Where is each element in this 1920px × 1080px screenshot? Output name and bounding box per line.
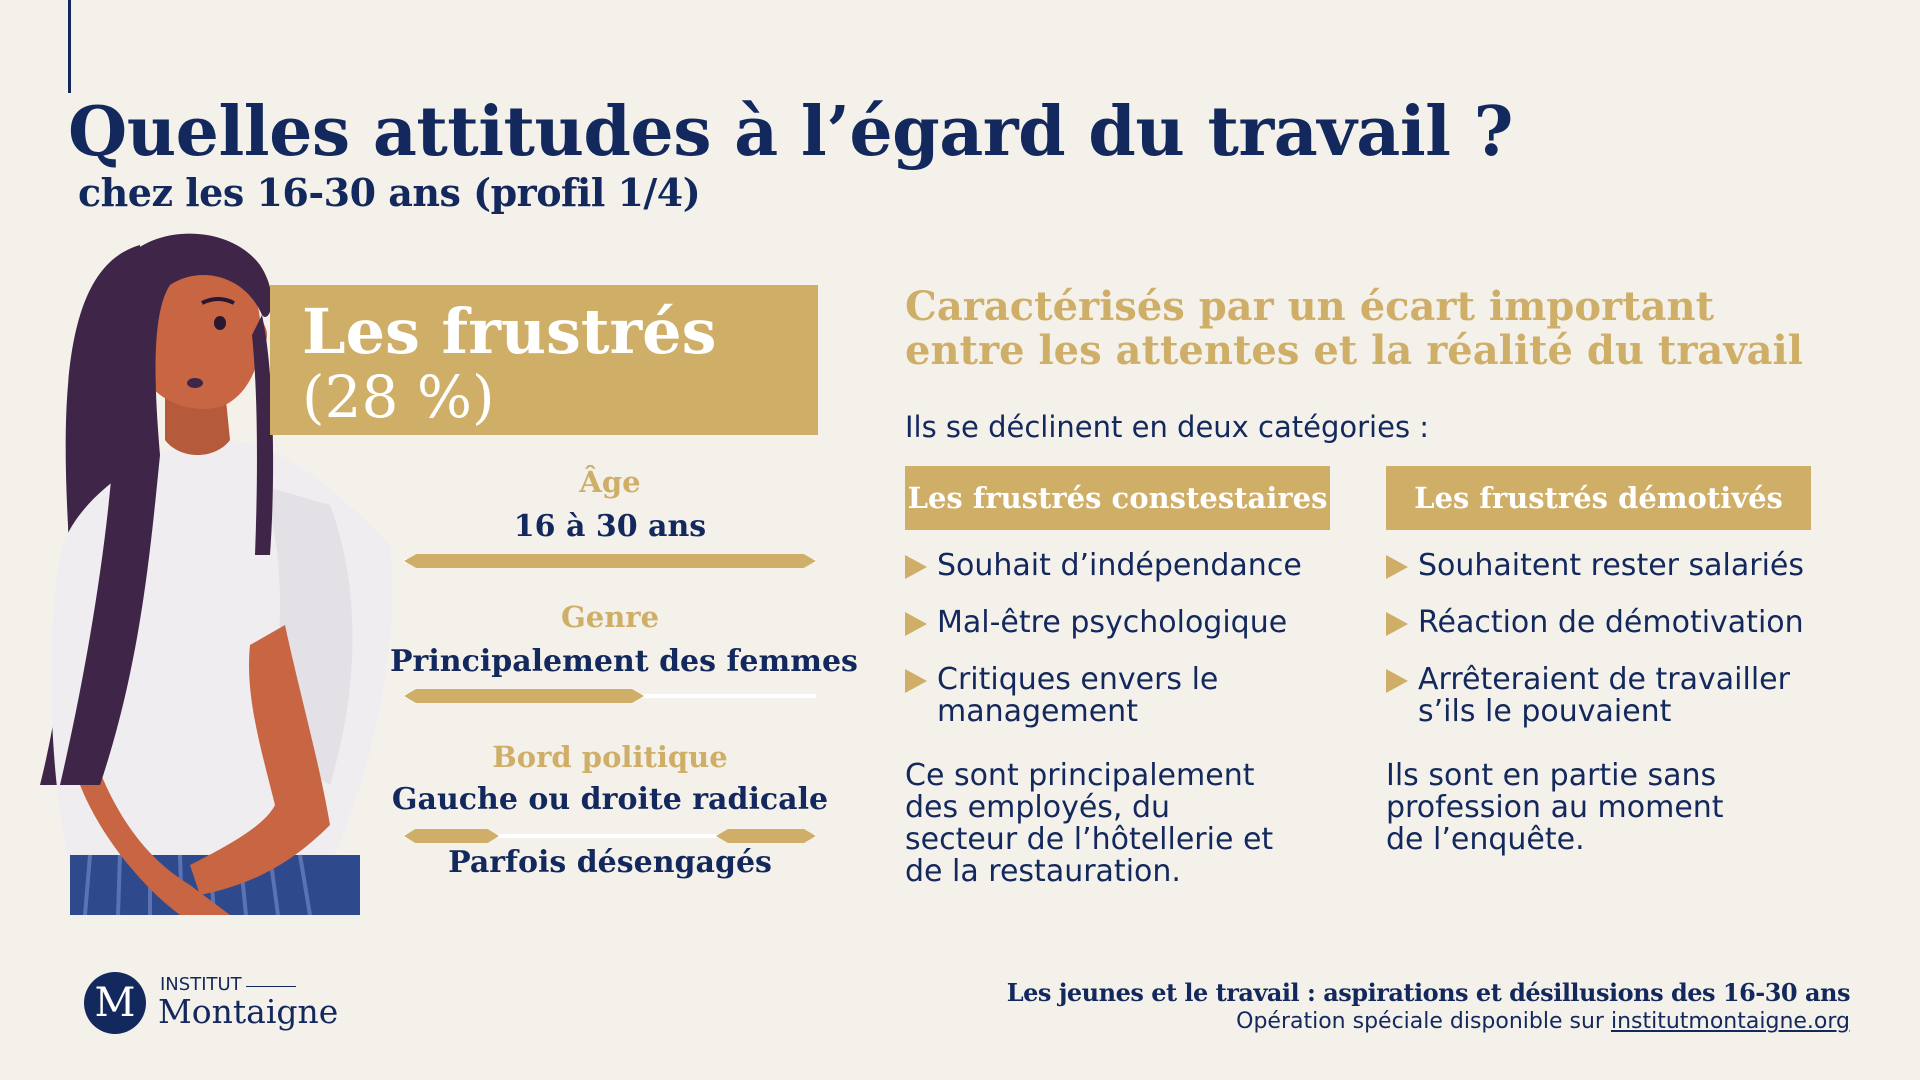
logo-institut-text: INSTITUT — [160, 974, 242, 995]
footer-subtitle — [1007, 1009, 1850, 1034]
triangle-bullet-icon — [905, 555, 927, 579]
stat-politics-secondary — [390, 845, 830, 880]
profile-banner — [270, 285, 818, 435]
category-contestataires-list — [905, 550, 1375, 753]
page-title: Quelles attitudes à l’égard du travail ? — [68, 92, 1514, 172]
stat-politics — [390, 740, 830, 817]
politics-bar-left — [404, 829, 499, 843]
age-bar — [404, 559, 816, 563]
stat-politics-value2: Parfois désengagés — [448, 845, 772, 880]
politics-bar — [404, 834, 816, 838]
politics-bar-right — [716, 829, 816, 843]
list-item: Réaction de démotivation — [1386, 607, 1856, 639]
list-item: Mal-être psychologique — [905, 607, 1375, 639]
footer-title: Les jeunes et le travail : aspirations et désillusions des 16-30 ans — [1006, 978, 1850, 1007]
stat-genre — [390, 600, 858, 679]
profile-share: (28 %) — [302, 363, 495, 431]
stat-genre-value: Principalement des femmes — [390, 644, 858, 679]
genre-bar — [404, 694, 816, 698]
footer-text: Opération spéciale disponible sur — [1236, 1009, 1611, 1034]
headline — [905, 285, 1845, 373]
logo-montaigne-text: Montaigne — [158, 992, 339, 1031]
accent-line — [68, 0, 71, 93]
footer — [1007, 978, 1850, 1034]
profile-name: Les frustrés — [302, 295, 717, 368]
list-item: Critiques envers le management — [905, 664, 1257, 728]
footer-link[interactable]: institutmontaigne.org — [1610, 1009, 1850, 1034]
category-demotives-title: Les frustrés démotivés — [1386, 466, 1811, 530]
triangle-bullet-icon — [1386, 555, 1408, 579]
logo-rule — [246, 986, 296, 987]
list-item: Souhait d’indépendance — [905, 550, 1375, 582]
logo-m-icon: M — [84, 972, 146, 1034]
stat-politics-label: Bord politique — [492, 740, 728, 774]
triangle-bullet-icon — [1386, 612, 1408, 636]
category-contestataires-title: Les frustrés constestaires — [905, 466, 1330, 530]
category-contestataires-note: Ce sont principalement des employés, du secteur de l’hôtellerie et de la restauration. — [905, 758, 1274, 889]
genre-bar-fill — [404, 689, 644, 703]
age-bar-fill — [404, 554, 816, 568]
stat-genre-label: Genre — [560, 600, 660, 634]
triangle-bullet-icon — [905, 669, 927, 693]
stat-age-value: 16 à 30 ans — [513, 509, 707, 544]
headline-line1: Caractérisés par un écart important — [905, 283, 1715, 330]
stat-politics-value: Gauche ou droite radicale — [391, 782, 829, 817]
triangle-bullet-icon — [1386, 669, 1408, 693]
eye — [214, 316, 226, 330]
stat-age-label: Âge — [579, 465, 641, 499]
headline-line2: entre les attentes et la réalité du travail — [905, 327, 1803, 374]
intro-text: Ils se déclinent en deux catégories : — [905, 410, 1430, 444]
page-subtitle: chez les 16-30 ans (profil 1/4) — [78, 170, 701, 215]
triangle-bullet-icon — [905, 612, 927, 636]
stat-age — [390, 465, 830, 544]
list-item: Arrêteraient de travailler s’ils le pouvaient — [1386, 664, 1838, 728]
category-demotives-list — [1386, 550, 1856, 753]
mouth — [187, 378, 203, 388]
category-demotives-note: Ils sont en partie sans profession au moment de l’enquête. — [1386, 758, 1724, 857]
list-item: Souhaitent rester salariés — [1386, 550, 1856, 582]
